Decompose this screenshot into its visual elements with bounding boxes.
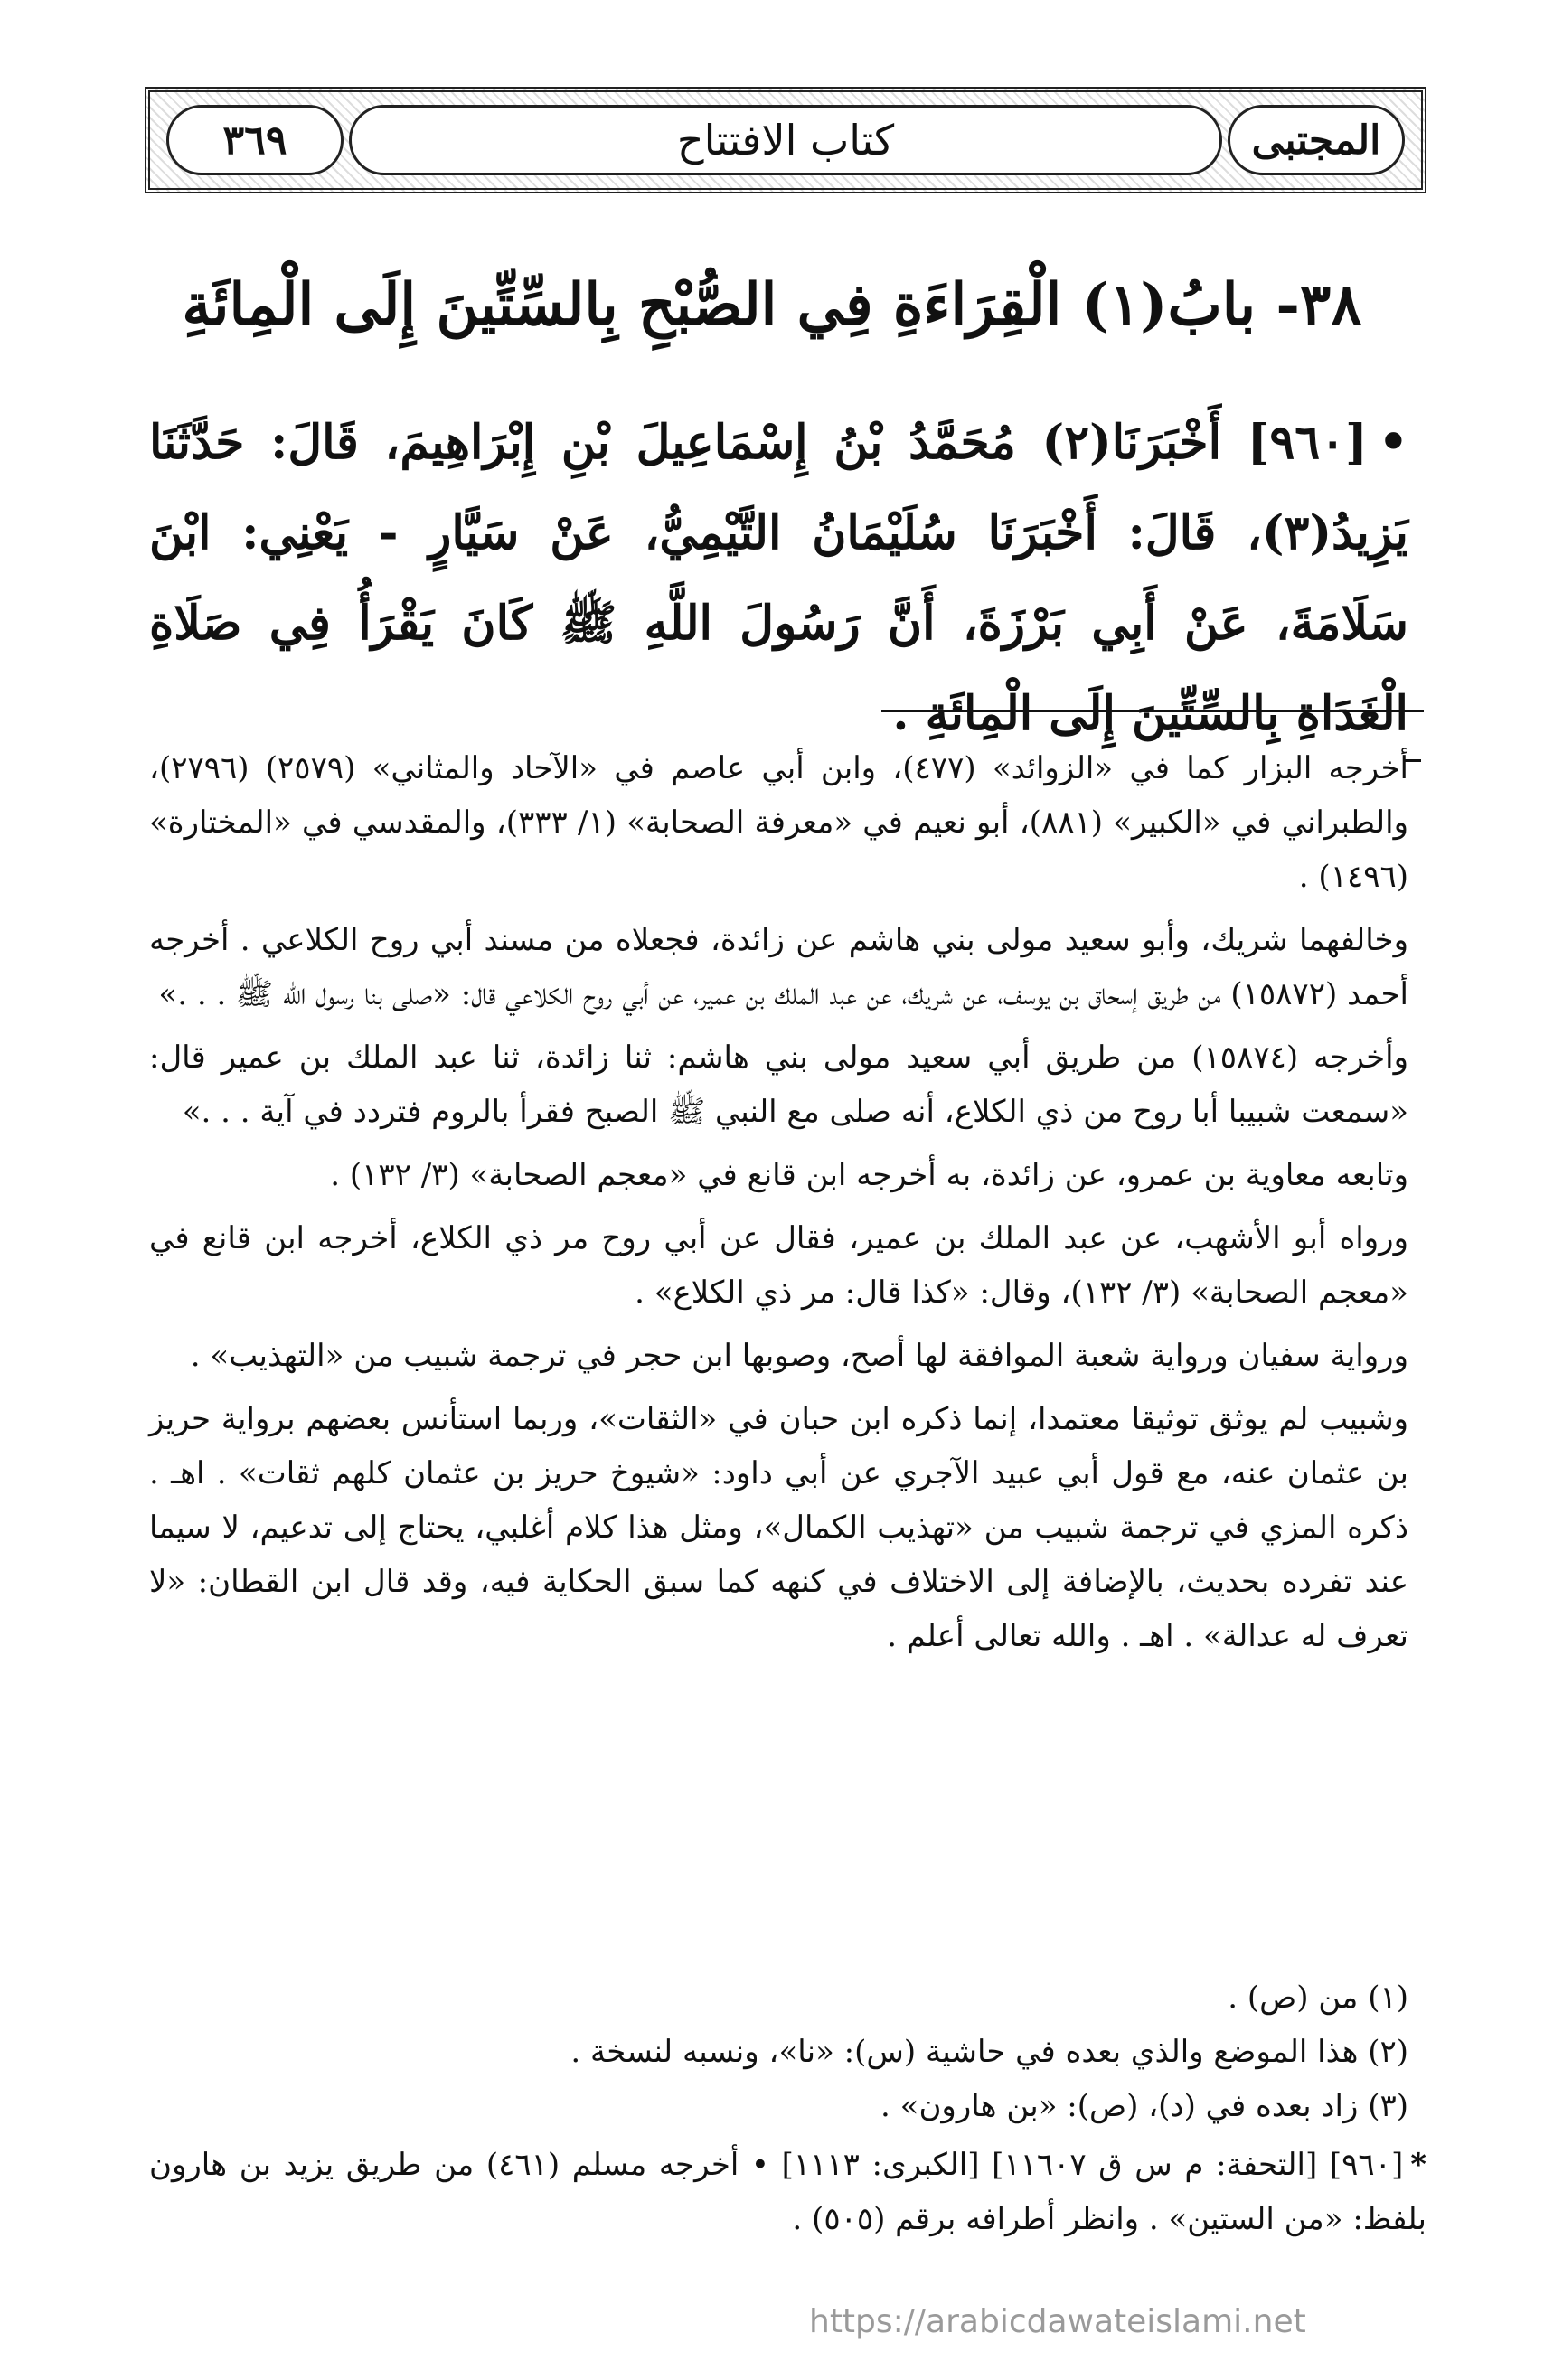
asterisk-marker: * — [1410, 2147, 1426, 2183]
footnote-separator — [881, 710, 1424, 712]
note-paragraph: ورواه أبو الأشهب، عن عبد الملك بن عمير، فقال عن أبي روح مر ذي الكلاع، أخرجه ابن قانع في «معجم الصحابة» (٣/ ١٣٢)، وقال: «كذا قال: مر ذي الكلاع» . — [149, 1220, 1408, 1311]
takhrij-text: [٩٦٠] [التحفة: م س ق ١١٦٠٧] [الكبرى: ١١١٣] • أخرجه مسلم (٤٦١) من طريق يزيد بن هارون بلفظ: «من الستين» . وانظر أطرافه برقم (٥٠٥) . — [149, 2147, 1426, 2237]
page-number: ٣٦٩ — [222, 117, 287, 164]
watermark-url: https://arabicdawateislami.net — [809, 2303, 1306, 2340]
logo-text: المجتبى — [1251, 117, 1381, 164]
footnote: (١) من (ص) . — [1228, 1980, 1408, 2016]
takhrij-note — [149, 2138, 1426, 2246]
hadith-text: [٩٦٠] أَخْبَرَنَا(٢) مُحَمَّدُ بْنُ إِسْمَاعِيلَ بْنِ إِبْرَاهِيمَ، قَالَ: حَدَّثَنَا يَزِيدُ(٣)، قَالَ: أَخْبَرَنَا سُلَيْمَانُ التَّيْمِيُّ، عَنْ سَيَّارٍ - يَعْنِي: ابْنَ سَلَامَةَ، عَنْ أَبِي بَرْزَةَ، أَنَّ رَسُولَ اللَّهِ ﷺ كَانَ يَقْرَأُ فِي صَلَاةِ الْغَدَاةِ بِالسِّتِّينَ إِلَى الْمِائَةِ . — [149, 415, 1408, 741]
manuscript-footnotes — [149, 1971, 1408, 2133]
note-paragraph: وشبيب لم يوثق توثيقا معتمدا، إنما ذكره ابن حبان في «الثقات»، وربما استأنس بعضهم برواية حريز بن عثمان عنه، مع قول أبي عبيد الآجري عن أبي داود: «شيوخ حريز بن عثمان كلهم ثقات» . اهـ . ذكره المزي في ترجمة شبيب من «تهذيب الكمال»، ومثل هذا كلام أغلبي، يحتاج إلى تدعيم، لا سيما عند تفرده بحديث، بالإضافة إلى الاختلاف في كنهه كما سبق الحكاية فيه، وقد قال ابن القطان: «لا تعرف له عدالة» . اهـ . والله تعالى أعلم . — [149, 1401, 1408, 1654]
commentary-notes — [149, 741, 1408, 1672]
book-title: كتاب الافتتاح — [676, 116, 895, 165]
running-title — [349, 105, 1222, 175]
hadith-bullet: • — [1378, 415, 1408, 470]
logo-cartouche — [1228, 105, 1405, 175]
note-paragraph: أخرجه البزار كما في «الزوائد» (٤٧٧)، وابن أبي عاصم في «الآحاد والمثاني» (٢٥٧٩) (٢٧٩٦)، والطبراني في «الكبير» (٨٨١)، أبو نعيم في «معرفة الصحابة» (١/ ٣٣٣)، والمقدسي في «المختارة» (١٤٩٦) . — [149, 750, 1409, 895]
note-paragraph: ورواية سفيان ورواية شعبة الموافقة لها أصح، وصوبها ابن حجر في ترجمة شبيب من «التهذيب» . — [190, 1338, 1408, 1374]
note-paragraph: وأخرجه (١٥٨٧٤) من طريق أبي سعيد مولى بني هاشم: ثنا زائدة، ثنا عبد الملك بن عمير قال: «سمعت شبيبا أبا روح من ذي الكلاع، أنه صلى مع النبي ﷺ الصبح فقرأ بالروم فتردد في آية . . .» — [149, 1039, 1408, 1130]
page-header-frame — [145, 87, 1426, 193]
hadith-text-block — [149, 398, 1408, 759]
note-paragraph: وتابعه معاوية بن عمرو، عن زائدة، به أخرجه ابن قانع في «معجم الصحابة» (٣/ ١٣٢) . — [330, 1157, 1408, 1193]
footnote: (٣) زاد بعده في (د)، (ص): «بن هارون» . — [880, 2088, 1408, 2124]
chapter-heading: ٣٨- بابُ(١) الْقِرَاءَةِ فِي الصُّبْحِ بِالسِّتِّينَ إِلَى الْمِائَةِ — [182, 271, 1362, 339]
page-number-cartouche — [166, 105, 344, 175]
footnote: (٢) هذا الموضع والذي بعده في حاشية (س): «نا»، ونسبه لنسخة . — [570, 2034, 1408, 2070]
note-paragraph: وخالفهما شريك، وأبو سعيد مولى بني هاشم عن زائدة، فجعلاه من مسند أبي روح الكلاعي . أخرجه أحمد (١٥٨٧٢) من طريق إسحاق بن يوسف، عن شريك، عن عبد الملك بن عمير، عن أبي روح الكلاعي قال: «صلى بنا رسول الله ﷺ . . .» — [149, 922, 1408, 1012]
